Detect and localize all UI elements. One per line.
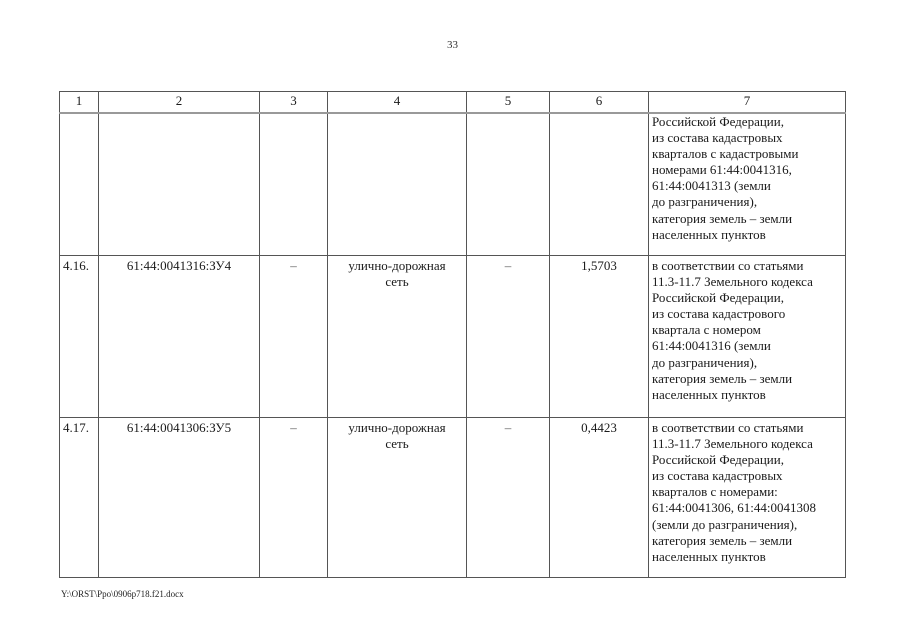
table-row xyxy=(60,418,846,578)
text-line: в соответствии со статьями xyxy=(652,258,804,273)
text-line: номерами 61:44:0041316, xyxy=(652,162,792,178)
text-line: категория земель – земли xyxy=(652,532,793,548)
area-cell xyxy=(550,113,649,256)
page-number: 33 xyxy=(447,39,458,51)
cadastral-number-cell: 61:44:0041316:ЗУ4 xyxy=(99,256,260,418)
text-line: 11.3-11.7 Земельного кодекса xyxy=(652,274,813,290)
text-line: сеть xyxy=(385,436,409,452)
column-5-cell xyxy=(467,113,550,256)
text-line: населенных пунктов xyxy=(652,548,766,564)
text-line: из состава кадастрового xyxy=(652,306,786,322)
column-header-2: 2 xyxy=(99,92,260,114)
text-line: улично-дорожная xyxy=(348,258,446,273)
area-cell: 1,5703 xyxy=(550,256,649,418)
cadastral-number-cell xyxy=(99,113,260,256)
text-line: в соответствии со статьями xyxy=(652,420,804,435)
column-header-1: 1 xyxy=(60,92,99,114)
text-line: до разграничения), xyxy=(652,194,758,210)
column-header-6: 6 xyxy=(550,92,649,114)
column-3-cell: – xyxy=(260,418,328,578)
text-line: Российской Федерации, xyxy=(652,114,784,129)
column-5-cell: – xyxy=(467,418,550,578)
text-line: населенных пунктов xyxy=(652,386,766,402)
text-line: сеть xyxy=(385,274,409,290)
text-line: 61:44:0041306, 61:44:0041308 xyxy=(652,500,816,516)
table-row xyxy=(60,113,846,256)
text-line: категория земель – земли xyxy=(652,210,793,226)
column-3-cell xyxy=(260,113,328,256)
text-line: улично-дорожная xyxy=(348,420,446,435)
footer-file-path: Y:\ORST\Ppo\0906p718.f21.docx xyxy=(61,589,184,599)
text-line: населенных пунктов xyxy=(652,226,766,242)
text-line: из состава кадастровых xyxy=(652,130,783,146)
column-5-cell: – xyxy=(467,256,550,418)
formation-method-cell xyxy=(649,256,846,418)
text-line: кварталов с кадастровыми xyxy=(652,146,799,162)
text-line: 11.3-11.7 Земельного кодекса xyxy=(652,436,813,452)
permitted-use-cell xyxy=(328,256,467,418)
row-number-cell: 4.17. xyxy=(60,418,99,578)
column-header-4: 4 xyxy=(328,92,467,114)
text-line: из состава кадастровых xyxy=(652,468,783,484)
table-row xyxy=(60,256,846,418)
permitted-use-cell xyxy=(328,113,467,256)
column-header-5: 5 xyxy=(467,92,550,114)
text-line: до разграничения), xyxy=(652,354,758,370)
text-line: 61:44:0041313 (земли xyxy=(652,178,771,194)
text-line: Российской Федерации, xyxy=(652,290,784,306)
text-line: Российской Федерации, xyxy=(652,452,784,468)
column-header-3: 3 xyxy=(260,92,328,114)
text-line: квартала с номером xyxy=(652,322,761,338)
formation-method-cell xyxy=(649,113,846,256)
row-number-cell: 4.16. xyxy=(60,256,99,418)
cadastral-number-cell: 61:44:0041306:ЗУ5 xyxy=(99,418,260,578)
table-header-row xyxy=(60,92,846,114)
area-cell: 0,4423 xyxy=(550,418,649,578)
text-line: категория земель – земли xyxy=(652,370,793,386)
row-number-cell xyxy=(60,113,99,256)
text-line: 61:44:0041316 (земли xyxy=(652,338,771,354)
column-3-cell: – xyxy=(260,256,328,418)
formation-method-cell xyxy=(649,418,846,578)
permitted-use-cell xyxy=(328,418,467,578)
column-header-7: 7 xyxy=(649,92,846,114)
text-line: кварталов с номерами: xyxy=(652,484,778,500)
land-plots-table xyxy=(59,91,846,578)
text-line: (земли до разграничения), xyxy=(652,516,798,532)
